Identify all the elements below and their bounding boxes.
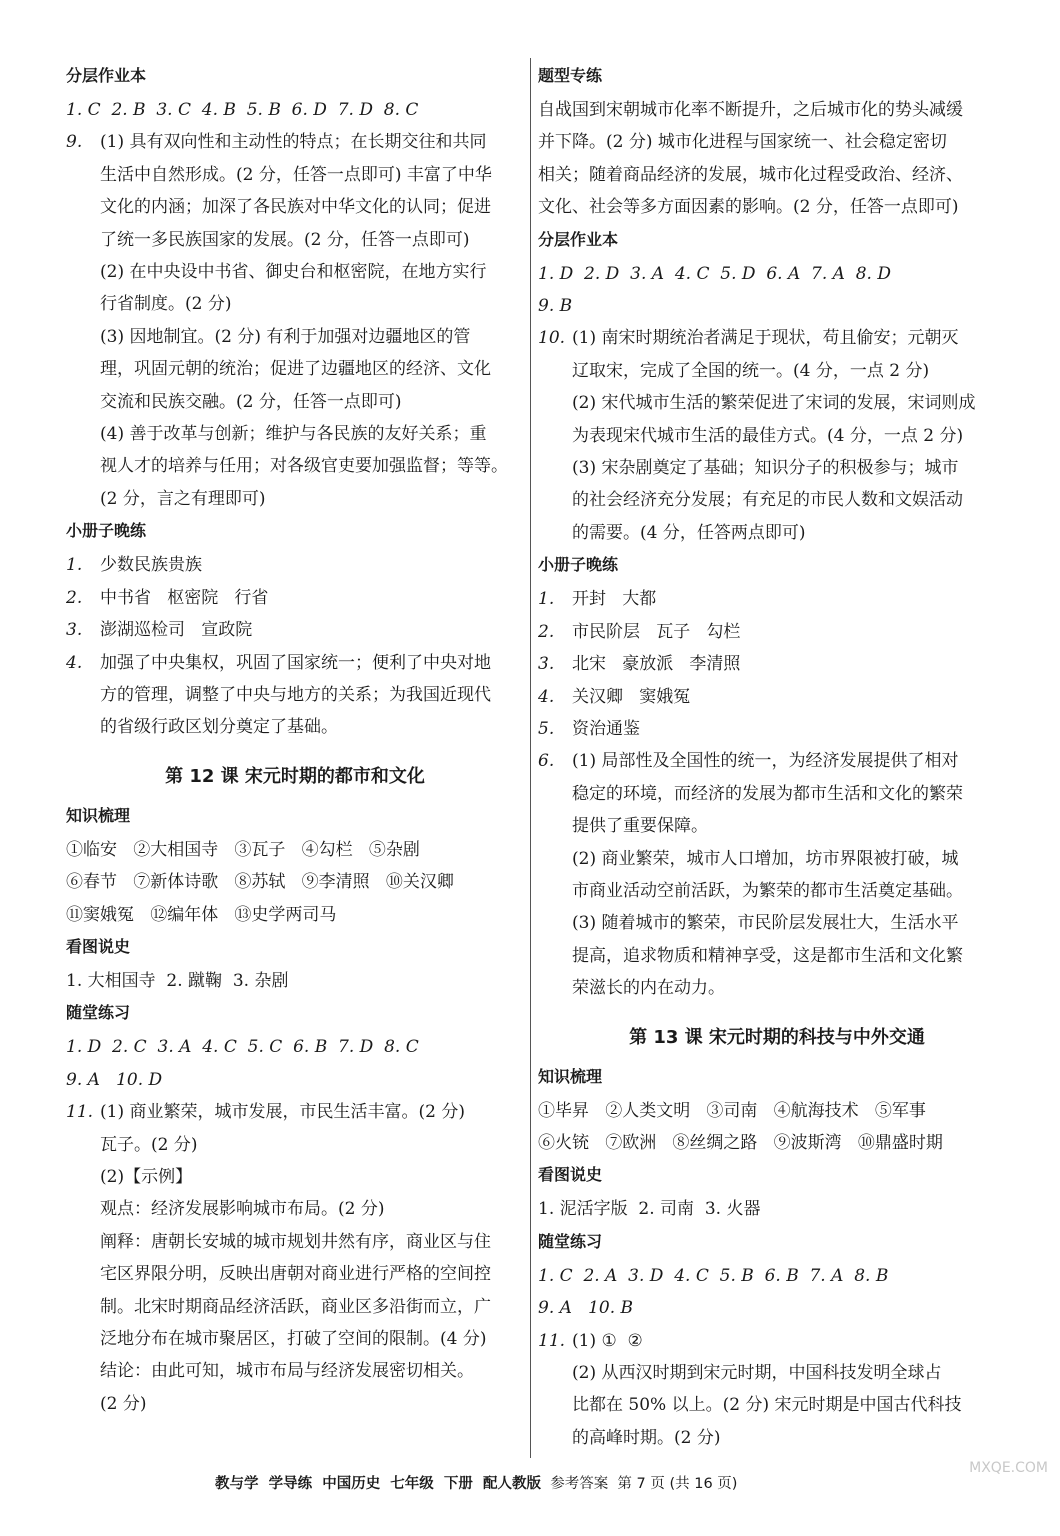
question-6 — [538, 745, 1016, 1004]
knowledge-line: ①毕昇 ②人类文明 ③司南 ④航海技术 ⑤军事 — [538, 1100, 926, 1121]
section-title: 看图说史 — [66, 936, 131, 956]
answer-line: 泛地分布在城市聚居区，打破了空间的限制。(4 分) — [100, 1329, 487, 1349]
answer-line: (1) ① ② — [572, 1330, 643, 1351]
answer-line: 结论：由此可知，城市布局与经济发展密切相关。 — [100, 1361, 474, 1382]
answer-line: 提高，追求物质和精神享受，这是都市生活和文化繁 — [572, 945, 963, 966]
item-text: 中书省 枢密院 行省 — [100, 587, 269, 608]
answer-line: 1. 大相国寺 2. 蹴鞠 3. 杂剧 — [66, 970, 289, 991]
answer-line: 1. 泥活字版 2. 司南 3. 火器 — [538, 1199, 761, 1220]
answer-line: (1) 南宋时期统治者满足于现状，苟且偷安；元朝灭 — [572, 328, 959, 349]
lesson-heading: 第 13 课 宋元时期的科技与中外交通 — [629, 1026, 925, 1048]
answer-line: 的需要。(4 分，任答两点即可) — [572, 522, 806, 543]
list-item — [66, 582, 524, 614]
lesson-heading: 第 12 课 宋元时期的都市和文化 — [165, 765, 425, 787]
question-number: 6. — [538, 751, 555, 772]
answer-line: (4) 善于改革与创新；维护与各民族的友好关系；重 — [100, 424, 487, 445]
question-10 — [538, 322, 1016, 549]
question-number: 11. — [66, 1102, 94, 1123]
answer-line: 1. C 2. B 3. C 4. B 5. B 6. D 7. D 8. C — [66, 100, 419, 120]
answer-line: 1. D 2. C 3. A 4. C 5. C 6. B 7. D 8. C — [66, 1037, 419, 1058]
page-footer — [215, 1472, 737, 1493]
item-number: 4. — [538, 686, 555, 707]
answer-line: 辽取宋，完成了全国的统一。(4 分，一点 2 分) — [572, 360, 930, 381]
section-title: 随堂练习 — [66, 1003, 131, 1023]
knowledge-line: ⑪窦娥冤 ⑫编年体 ⑬史学两司马 — [66, 904, 337, 925]
section-title: 知识梳理 — [538, 1066, 603, 1086]
question-11 — [66, 1096, 524, 1420]
section-title: 小册子晚练 — [66, 521, 147, 541]
item-number: 2. — [538, 621, 555, 642]
answer-line: (2) 在中央设中书省、御史台和枢密院，在地方实行 — [100, 262, 487, 283]
question-number: 11. — [538, 1330, 566, 1351]
section-title: 题型专练 — [538, 66, 603, 85]
answer-line: 提供了重要保障。 — [572, 816, 708, 837]
item-text: 少数民族贵族 — [100, 555, 202, 576]
question-body — [100, 126, 524, 515]
list-item — [538, 681, 1016, 713]
list-item — [538, 616, 1016, 648]
item-text: 加强了中央集权，巩固了国家统一；便利了中央对地 — [100, 652, 491, 673]
answer-line: 文化的内涵；加深了各民族对中华文化的认同；促进 — [100, 197, 491, 218]
item-number: 1. — [66, 555, 83, 576]
answer-line: (3) 宋杂剧奠定了基础；知识分子的积极参与；城市 — [572, 458, 959, 479]
answer-line: 视人才的培养与任用；对各级官吏要加强监督；等等。 — [100, 456, 508, 477]
knowledge-line: ⑥火铳 ⑦欧洲 ⑧丝绸之路 ⑨波斯湾 ⑩鼎盛时期 — [538, 1132, 943, 1153]
right-column — [538, 60, 1016, 1454]
answer-line: 阐释：唐朝长安城的城市规划井然有序，商业区与住 — [100, 1231, 491, 1252]
answer-line: 9. A 10. B — [538, 1298, 634, 1319]
answer-line: 制。北宋时期商品经济活跃，商业区多沿街而立，广 — [100, 1296, 491, 1317]
question-number: 9. — [66, 132, 83, 153]
footer-book-title: 教与学 学导练 中国历史 七年级 下册 配人教版 — [215, 1476, 541, 1492]
answer-line: 9. B — [538, 296, 573, 317]
answer-line: 1. D 2. D 3. A 4. C 5. D 6. A 7. A 8. D — [538, 263, 891, 284]
answer-line: 理，巩固元朝的统治；促进了边疆地区的经济、文化 — [100, 359, 491, 380]
watermark-logo: MXQE.COM — [969, 1460, 1048, 1476]
answer-line: 市商业活动空前活跃，为繁荣的都市生活奠定基础。 — [572, 880, 963, 901]
item-number: 2. — [66, 587, 83, 608]
answer-line: 荣滋长的内在动力。 — [572, 978, 725, 999]
list-item — [538, 648, 1016, 680]
item-text: 市民阶层 瓦子 勾栏 — [572, 621, 741, 642]
answer-line: (1) 具有双向性和主动性的特点；在长期交往和共同 — [100, 132, 487, 153]
section-title: 看图说史 — [538, 1165, 603, 1185]
section-title: 随堂练习 — [538, 1231, 603, 1251]
footer-page-number: 参考答案 第 7 页 (共 16 页) — [540, 1476, 738, 1492]
answer-line: 观点：经济发展影响城市布局。(2 分) — [100, 1199, 385, 1220]
list-item — [66, 614, 524, 646]
answer-line: (2) 宋代城市生活的繁荣促进了宋词的发展，宋词则成 — [572, 393, 976, 414]
question-11 — [538, 1325, 1016, 1455]
answer-line: 瓦子。(2 分) — [100, 1134, 198, 1155]
column-divider — [530, 58, 531, 1458]
section-title: 知识梳理 — [66, 805, 131, 825]
answer-line: 为表现宋代城市生活的最佳方式。(4 分，一点 2 分) — [572, 425, 964, 446]
answer-line: 宅区界限分明，反映出唐朝对商业进行严格的空间控 — [100, 1264, 491, 1285]
answer-line: 的社会经济充分发展；有充足的市民人数和文娱活动 — [572, 490, 963, 511]
section-title: 分层作业本 — [66, 66, 147, 85]
answer-line: (2)【示例】 — [100, 1166, 193, 1187]
answer-line: 了统一多民族国家的发展。(2 分，任答一点即可) — [100, 229, 470, 250]
answer-line: 的高峰时期。(2 分) — [572, 1427, 721, 1448]
answer-line: (2) 从西汉时期到宋元时期，中国科技发明全球占 — [572, 1363, 942, 1383]
item-text: 的省级行政区划分奠定了基础。 — [100, 717, 338, 738]
answer-line: 稳定的环境，而经济的发展为都市生活和文化的繁荣 — [572, 783, 963, 804]
list-item — [66, 647, 524, 744]
answer-line: (1) 商业繁荣，城市发展，市民生活丰富。(2 分) — [100, 1102, 465, 1123]
item-number: 5. — [538, 718, 555, 739]
answer-line: 文化、社会等多方面因素的影响。(2 分，任答一点即可) — [538, 197, 959, 218]
question-number: 10. — [538, 328, 566, 349]
item-text: 关汉卿 窦娥冤 — [572, 686, 691, 707]
item-text: 澎湖巡检司 宣政院 — [100, 620, 253, 641]
question-9 — [66, 126, 524, 515]
item-number: 1. — [538, 589, 555, 610]
answer-line: (2 分) — [100, 1393, 147, 1414]
answer-line: 并下降。(2 分) 城市化进程与国家统一、社会稳定密切 — [538, 132, 947, 153]
left-column — [66, 60, 524, 1420]
answer-line: (3) 因地制宜。(2 分) 有利于加强对边疆地区的管 — [100, 326, 471, 347]
answer-line: 相关；随着商品经济的发展，城市化过程受政治、经济、 — [538, 164, 963, 185]
section-title: 小册子晚练 — [538, 555, 619, 575]
item-number: 3. — [538, 654, 555, 675]
list-item — [538, 583, 1016, 615]
item-text: 资治通鉴 — [572, 718, 640, 739]
answer-line: 生活中自然形成。(2 分，任答一点即可) 丰富了中华 — [100, 164, 492, 185]
answer-line: (2 分，言之有理即可) — [100, 488, 266, 509]
answer-line: 比都在 50% 以上。(2 分) 宋元时期是中国古代科技 — [572, 1395, 962, 1416]
answer-line: 1. C 2. A 3. D 4. C 5. B 6. B 7. A 8. B — [538, 1265, 889, 1286]
list-item — [66, 549, 524, 581]
answer-line: (2) 商业繁荣，城市人口增加，坊市界限被打破，城 — [572, 848, 959, 869]
answer-line: 行省制度。(2 分) — [100, 294, 232, 315]
section-title: 分层作业本 — [538, 229, 619, 249]
item-number: 4. — [66, 652, 83, 673]
answer-line: 交流和民族交融。(2 分，任答一点即可) — [100, 391, 402, 412]
answer-line: (1) 局部性及全国性的统一，为经济发展提供了相对 — [572, 751, 959, 772]
answer-line: 9. A 10. D — [66, 1069, 163, 1090]
list-item — [538, 713, 1016, 745]
item-text: 开封 大都 — [572, 589, 657, 610]
knowledge-line: ⑥春节 ⑦新体诗歌 ⑧苏轼 ⑨李清照 ⑩关汉卿 — [66, 872, 454, 893]
item-number: 3. — [66, 620, 83, 641]
answer-line: (3) 随着城市的繁荣，市民阶层发展壮大，生活水平 — [572, 913, 959, 934]
answer-line: 自战国到宋朝城市化率不断提升，之后城市化的势头减缓 — [538, 100, 963, 120]
item-text: 北宋 豪放派 李清照 — [572, 654, 741, 675]
knowledge-line: ①临安 ②大相国寺 ③瓦子 ④勾栏 ⑤杂剧 — [66, 839, 420, 860]
item-text: 方的管理，调整了中央与地方的关系；为我国近现代 — [100, 684, 491, 705]
